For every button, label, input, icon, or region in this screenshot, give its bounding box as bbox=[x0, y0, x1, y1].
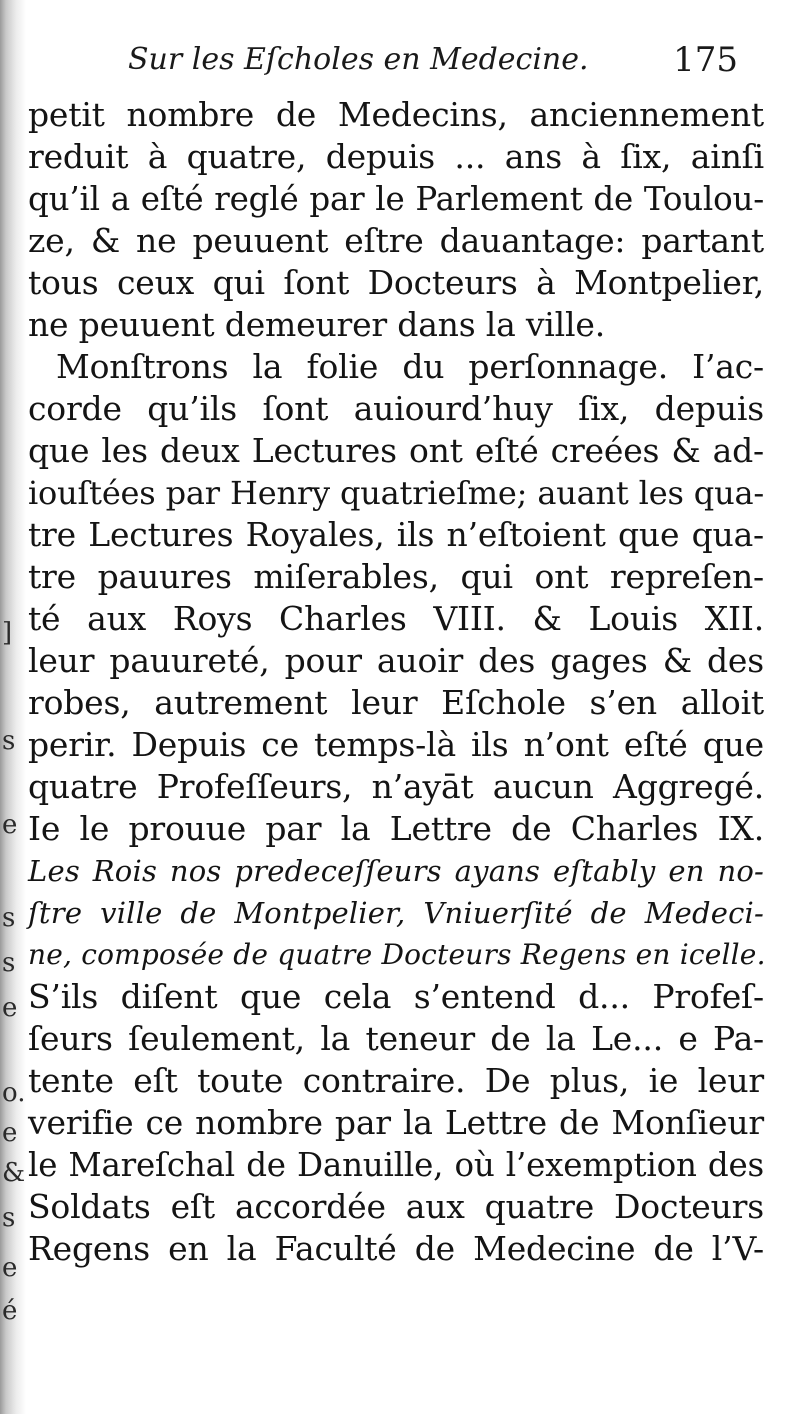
gutter-fragment: s bbox=[2, 726, 16, 756]
text-line: verifie ce nombre par la Lettre de Monſieur bbox=[28, 1103, 764, 1142]
text-line: S’ils diſent que cela s’entend d... Profeſ- bbox=[28, 977, 764, 1016]
body-text bbox=[28, 94, 768, 1270]
text-line: corde qu’ils ſont auiourd’huy ſix, depuis bbox=[28, 389, 764, 428]
gutter-fragment: s bbox=[2, 1203, 16, 1233]
text-line: té aux Roys Charles VIII. & Louis XII. bbox=[28, 599, 764, 638]
gutter-fragment: s bbox=[2, 948, 16, 978]
text-line: robes, autrement leur Eſchole s’en alloit bbox=[28, 683, 764, 722]
gutter-fragment: & bbox=[2, 1158, 26, 1188]
text-line: Ie le prouue par la Lettre de Charles IX. bbox=[28, 809, 764, 848]
gutter-fragment: e bbox=[2, 1253, 18, 1283]
text-line: tente eſt toute contraire. De plus, ie leur bbox=[28, 1061, 764, 1100]
text-line: qu’il a eſté reglé par le Parlement de Toulou- bbox=[28, 180, 764, 218]
text-line: petit nombre de Medecins, anciennement bbox=[28, 95, 764, 134]
text-line: ze, & ne peuuent eſtre dauantage: partant bbox=[28, 221, 764, 260]
text-line: tre pauures miſerables, qui ont repreſen- bbox=[28, 557, 764, 596]
text-line: le Mareſchal de Danuille, où l’exemption des bbox=[28, 1146, 764, 1184]
quoted-line: Les Rois nos predeceſſeurs ayans eſtably en no- bbox=[28, 854, 764, 888]
gutter-fragment: é bbox=[2, 1296, 18, 1326]
text-line: ſeurs ſeulement, la teneur de la Le... e Pa- bbox=[28, 1019, 764, 1058]
text-line: leur pauureté, pour auoir des gages & des bbox=[28, 641, 764, 680]
text-line: quatre Profeſſeurs, n’ayāt aucun Aggregé. bbox=[28, 767, 764, 806]
gutter-fragment: o. bbox=[2, 1078, 26, 1108]
text-line: Monſtrons la folie du perſonnage. I’ac- bbox=[56, 347, 764, 386]
text-line: que les deux Lectures ont eſté creées & ad- bbox=[28, 431, 764, 470]
quoted-line: ne, composée de quatre Docteurs Regens en icelle. bbox=[28, 938, 766, 971]
binding-gutter bbox=[0, 0, 26, 1414]
text-line: tre Lectures Royales, ils n’eſtoient que qua- bbox=[28, 515, 764, 554]
page-number: 175 bbox=[673, 40, 738, 80]
gutter-fragment: e bbox=[2, 993, 18, 1023]
gutter-fragment: e bbox=[2, 810, 18, 840]
gutter-fragment: s bbox=[2, 903, 16, 933]
text-line: perir. Depuis ce temps-là ils n’ont eſté que bbox=[28, 725, 764, 764]
text-line: tous ceux qui ſont Docteurs à Montpelier, bbox=[28, 263, 764, 302]
gutter-fragment: ] bbox=[2, 618, 13, 648]
gutter-fragment: e bbox=[2, 1118, 18, 1148]
text-line: iouſtées par Henry quatrieſme; auant les qua- bbox=[28, 474, 764, 512]
quoted-line: ſtre ville de Montpelier, Vniuerſité de Medeci- bbox=[28, 896, 764, 930]
text-line: ne peuuent demeurer dans la ville. bbox=[28, 305, 605, 344]
book-page bbox=[28, 38, 768, 1270]
text-line: Regens en la Faculté de Medecine de l’V- bbox=[28, 1229, 764, 1268]
running-head bbox=[28, 38, 768, 94]
text-line: Soldats eſt accordée aux quatre Docteurs bbox=[28, 1187, 764, 1226]
text-line: reduit à quatre, depuis ... ans à ſix, ainſi bbox=[28, 137, 764, 176]
running-head-title: Sur les Eſcholes en Medecine. bbox=[128, 42, 589, 77]
